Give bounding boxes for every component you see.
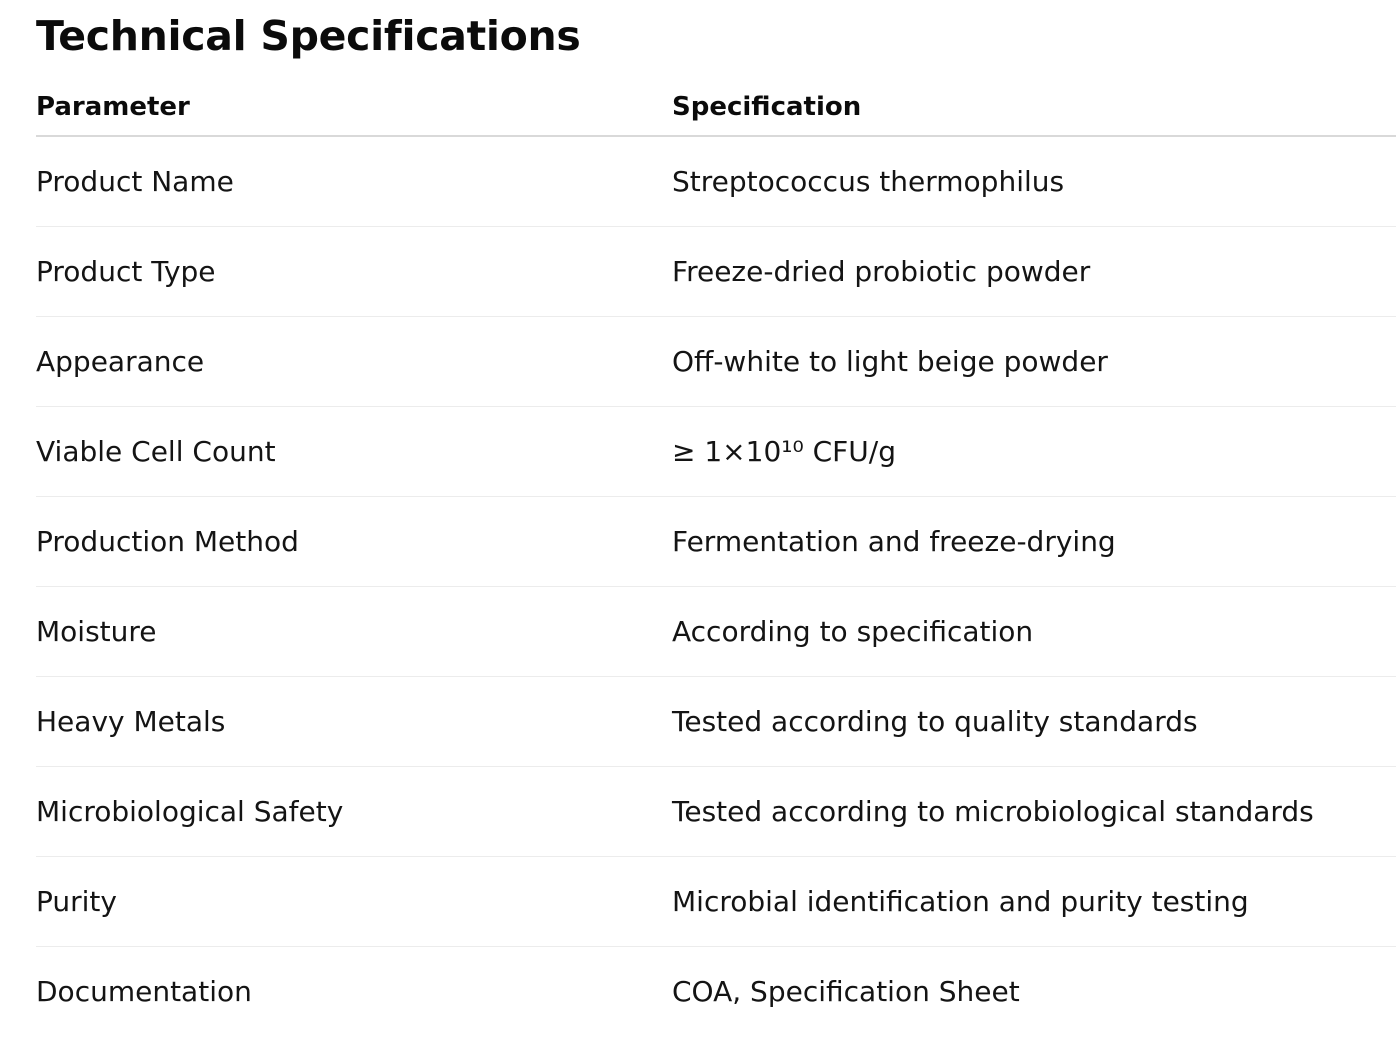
column-header-parameter: Parameter xyxy=(36,78,672,136)
specification-cell: Streptococcus thermophilus xyxy=(672,136,1396,226)
parameter-cell: Viable Cell Count xyxy=(36,406,672,496)
specification-cell: According to specification xyxy=(672,586,1396,676)
specification-cell: Off-white to light beige powder xyxy=(672,316,1396,406)
table-row xyxy=(36,136,1396,226)
parameter-cell: Product Type xyxy=(36,226,672,316)
parameter-cell: Documentation xyxy=(36,974,252,1008)
parameter-cell: Product Name xyxy=(36,136,672,226)
specification-cell: Tested according to quality standards xyxy=(672,676,1396,766)
parameter-cell: Appearance xyxy=(36,316,672,406)
table-row xyxy=(36,946,1396,1036)
table-header-row xyxy=(36,78,1396,136)
specification-cell: Freeze-dried probiotic powder xyxy=(672,226,1396,316)
parameter-cell: Production Method xyxy=(36,496,672,586)
table-row xyxy=(36,766,1396,856)
parameter-cell: Microbiological Safety xyxy=(36,766,672,856)
table-row xyxy=(36,496,1396,586)
column-header-specification: Specification xyxy=(672,78,1396,136)
specification-cell: Fermentation and freeze-drying xyxy=(672,496,1396,586)
specification-cell: Tested according to microbiological standards xyxy=(672,766,1396,856)
specification-cell: COA, Specification Sheet xyxy=(672,974,1020,1008)
table-row xyxy=(36,856,1396,946)
spec-table xyxy=(36,78,1396,1036)
table-row xyxy=(36,676,1396,766)
table-row xyxy=(36,316,1396,406)
specification-cell: Microbial identification and purity testing xyxy=(672,856,1396,946)
page-title: Technical Specifications xyxy=(36,12,581,60)
parameter-cell: Heavy Metals xyxy=(36,676,672,766)
table-row xyxy=(36,586,1396,676)
table-row xyxy=(36,406,1396,496)
specification-cell: ≥ 1×10¹⁰ CFU/g xyxy=(672,406,1396,496)
parameter-cell: Moisture xyxy=(36,586,672,676)
table-row xyxy=(36,226,1396,316)
parameter-cell: Purity xyxy=(36,856,672,946)
